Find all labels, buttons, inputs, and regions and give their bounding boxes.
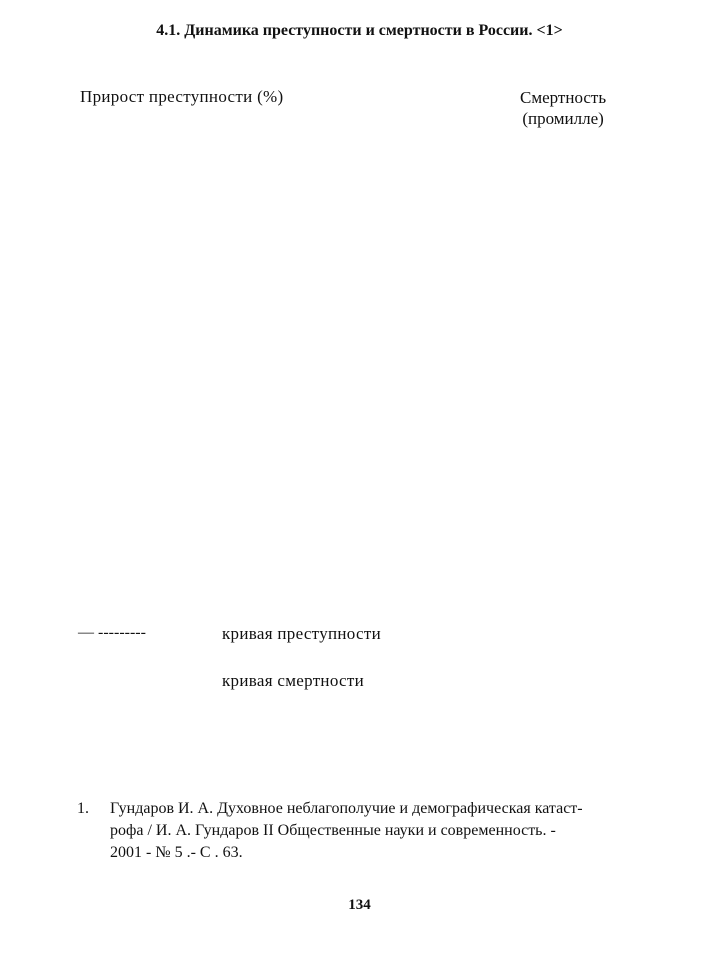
right-axis-label-line1: Смертность [520,88,607,107]
footnote-line: Гундаров И. А. Духовное неблагополучие и демографическая катаст- [110,800,583,817]
right-axis-label [520,87,606,129]
footnote-text [110,798,655,864]
footnote-number: 1. [77,800,89,817]
legend-crime-symbol: — --------- [78,624,146,641]
left-axis-label: Прирост преступности (%) [80,87,284,106]
footnote-line: 2001 - № 5 .- С . 63. [110,844,243,861]
section-heading: 4.1. Динамика преступности и смертности в России. <1> [156,22,563,39]
legend-crime-label: кривая преступности [222,624,381,643]
right-axis-label-line2: (промилле) [522,109,604,128]
page-number: 134 [348,897,371,913]
chart-plot-area [70,140,650,610]
footnote-line: рофа / И. А. Гундаров II Общественные науки и современность. - [110,822,556,839]
legend-mortality-label: кривая смертности [222,671,365,690]
